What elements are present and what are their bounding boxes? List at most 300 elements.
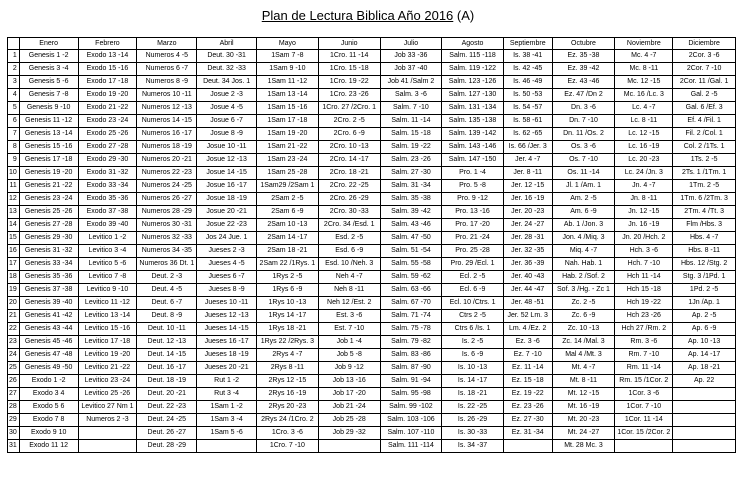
reading-cell: Hch 23 -26 <box>615 310 673 323</box>
reading-cell: 1Sam 9 -10 <box>256 63 318 76</box>
reading-cell <box>615 440 673 453</box>
reading-cell <box>78 440 137 453</box>
table-row <box>8 310 736 323</box>
reading-cell: Is. 66 /Jer. 3 <box>503 141 552 154</box>
reading-cell: Gal. 6 /Ef. 3 <box>673 102 736 115</box>
reading-cell: Josue 4 -5 <box>197 102 257 115</box>
reading-cell: Jer. 4 -7 <box>503 154 552 167</box>
day-number: 1 <box>8 50 20 63</box>
reading-cell: Deut. 18 -19 <box>137 375 197 388</box>
reading-cell: Salm. 23 -26 <box>380 154 442 167</box>
day-number: 24 <box>8 349 20 362</box>
reading-cell: Numeros 34 -35 <box>137 245 197 258</box>
reading-cell: Ctrs 6 /Is. 1 <box>442 323 504 336</box>
reading-cell: Deut. 22 -23 <box>137 401 197 414</box>
day-number: 4 <box>8 89 20 102</box>
reading-plan-table <box>7 37 736 453</box>
reading-cell: Salm. 111 -114 <box>380 440 442 453</box>
month-header: Agosto <box>442 38 504 50</box>
table-row <box>8 206 736 219</box>
reading-cell: Genesis 7 -8 <box>19 89 78 102</box>
day-number: 5 <box>8 102 20 115</box>
reading-cell: Levitico 17 -18 <box>78 336 137 349</box>
title-text: Plan de Lectura Biblica Año 2016 <box>261 8 454 23</box>
reading-cell: 2Rys 12 -15 <box>256 375 318 388</box>
table-row <box>8 180 736 193</box>
reading-cell: Ab. 1 /Jon. 3 <box>552 219 615 232</box>
reading-cell: Ap. 6 -9 <box>673 323 736 336</box>
reading-cell: Exodo 5 6 <box>19 401 78 414</box>
reading-cell: Pro. 21 -24 <box>442 232 504 245</box>
reading-cell: Is. 30 -33 <box>442 427 504 440</box>
reading-cell: 2Ts. 1 /1Tm. 1 <box>673 167 736 180</box>
reading-cell: 1Ts. 2 -5 <box>673 154 736 167</box>
reading-cell: Jer. 24 -27 <box>503 219 552 232</box>
reading-cell: Lc. 20 -23 <box>615 154 673 167</box>
reading-cell: 1Rys 18 -21 <box>256 323 318 336</box>
reading-cell: Ef. 4 /Fil. 1 <box>673 115 736 128</box>
reading-cell: Numeros 32 -33 <box>137 232 197 245</box>
reading-cell: Hab. 2 /Sof. 2 <box>552 271 615 284</box>
table-row <box>8 219 736 232</box>
reading-cell: Jer. 28 -31 <box>503 232 552 245</box>
reading-cell <box>503 440 552 453</box>
reading-cell: 2Cro. 22 -25 <box>318 180 380 193</box>
reading-cell: Jer. 44 -47 <box>503 284 552 297</box>
reading-cell: Mt. 28 Mc. 3 <box>552 440 615 453</box>
reading-cell: Jer. 8 -11 <box>503 167 552 180</box>
reading-cell: Salm. 31 -34 <box>380 180 442 193</box>
reading-cell: Ez. 15 -18 <box>503 375 552 388</box>
reading-cell: Is. 34 -37 <box>442 440 504 453</box>
reading-cell: 1Sam 25 -28 <box>256 167 318 180</box>
reading-cell: Josue 22 -23 <box>197 219 257 232</box>
reading-cell: Jn. 8 -11 <box>615 193 673 206</box>
reading-cell: Lc. 12 -15 <box>615 128 673 141</box>
reading-cell: Genesis 49 -50 <box>19 362 78 375</box>
reading-cell: 1Cro. 27 /2Cro. 1 <box>318 102 380 115</box>
reading-cell: Numeros 36 Dt. 1 <box>137 258 197 271</box>
reading-cell: Exodo 19 -20 <box>78 89 137 102</box>
reading-cell: Stg. 3 /1Pd. 1 <box>673 271 736 284</box>
reading-cell: 1Sam 17 -18 <box>256 115 318 128</box>
table-row <box>8 232 736 245</box>
month-header: Abril <box>197 38 257 50</box>
reading-cell: Is. 6 -9 <box>442 349 504 362</box>
reading-cell: Numeros 26 -27 <box>137 193 197 206</box>
reading-cell: Genesis 27 -28 <box>19 219 78 232</box>
reading-cell: Is. 54 -57 <box>503 102 552 115</box>
month-header: Octubre <box>552 38 615 50</box>
reading-cell: Exodo 29 -30 <box>78 154 137 167</box>
reading-cell: Genesis 19 -20 <box>19 167 78 180</box>
reading-cell: Lc. 16 -19 <box>615 141 673 154</box>
reading-cell: Salm. 63 -66 <box>380 284 442 297</box>
reading-cell: Jn. 12 -15 <box>615 206 673 219</box>
table-row <box>8 245 736 258</box>
reading-cell: 2Cro. 30 -33 <box>318 206 380 219</box>
reading-cell: 1Sam 3 -4 <box>197 414 257 427</box>
reading-cell: Levitico 7 -8 <box>78 271 137 284</box>
reading-cell: Lc. 8 -11 <box>615 115 673 128</box>
reading-cell: Genesis 31 -32 <box>19 245 78 258</box>
reading-cell: Est. 3 -6 <box>318 310 380 323</box>
reading-cell: Salm. 71 -74 <box>380 310 442 323</box>
reading-cell: Mc. 8 -11 <box>615 63 673 76</box>
reading-cell: Job 21 -24 <box>318 401 380 414</box>
table-row <box>8 258 736 271</box>
month-header: Julio <box>380 38 442 50</box>
reading-cell: Mc. 4 -7 <box>615 50 673 63</box>
reading-cell: Genesis 23 -24 <box>19 193 78 206</box>
reading-cell: Hbs. 8 -11 <box>673 245 736 258</box>
reading-cell: 2Rys 8 -11 <box>256 362 318 375</box>
reading-cell: Salm. 55 -58 <box>380 258 442 271</box>
reading-cell: Ez. 39 -42 <box>552 63 615 76</box>
reading-cell <box>673 414 736 427</box>
reading-cell: Jueses 6 -7 <box>197 271 257 284</box>
reading-cell: Est. 7 -10 <box>318 323 380 336</box>
reading-cell: Exodo 35 -36 <box>78 193 137 206</box>
reading-cell: Salm. 95 -98 <box>380 388 442 401</box>
reading-cell: Is. 38 -41 <box>503 50 552 63</box>
reading-cell: Salm. 83 -86 <box>380 349 442 362</box>
day-number: 14 <box>8 219 20 232</box>
reading-cell: Is. 10 -13 <box>442 362 504 375</box>
reading-cell: Genesis 5 -6 <box>19 76 78 89</box>
table-row <box>8 271 736 284</box>
reading-cell: Deut. 8 -9 <box>137 310 197 323</box>
reading-cell: Ez. 19 -22 <box>503 388 552 401</box>
reading-cell: Salm. 119 -122 <box>442 63 504 76</box>
reading-cell: Esd. 6 -9 <box>318 245 380 258</box>
reading-cell: Rm. 11 -14 <box>615 362 673 375</box>
reading-cell: Salm. 123 -126 <box>442 76 504 89</box>
reading-cell: Salm. 11 -14 <box>380 115 442 128</box>
reading-cell: Mt. 24 -27 <box>552 427 615 440</box>
reading-cell: 2Sam 22 /1Rys. 1 <box>256 258 318 271</box>
reading-cell: Hch. 3 -6 <box>615 245 673 258</box>
month-header: Febrero <box>78 38 137 50</box>
reading-cell: Job 33 -36 <box>380 50 442 63</box>
day-number: 2 <box>8 63 20 76</box>
reading-cell: 2Cro. 14 -17 <box>318 154 380 167</box>
reading-cell: Job 41 /Salm 2 <box>380 76 442 89</box>
reading-cell: 1Rys 2 -5 <box>256 271 318 284</box>
day-number: 21 <box>8 310 20 323</box>
reading-cell: Genesis 13 -14 <box>19 128 78 141</box>
reading-cell: Salm. 51 -54 <box>380 245 442 258</box>
reading-cell: Hbs. 4 -7 <box>673 232 736 245</box>
reading-cell: 1Tm. 2 -5 <box>673 180 736 193</box>
reading-cell: Jn. 20 /Hch. 2 <box>615 232 673 245</box>
reading-cell: 1Sam 23 -24 <box>256 154 318 167</box>
reading-cell: Jer. 20 -23 <box>503 206 552 219</box>
reading-cell: Genesis 29 -30 <box>19 232 78 245</box>
reading-cell: 1Sam 15 -16 <box>256 102 318 115</box>
reading-cell: Mt. 8 -11 <box>552 375 615 388</box>
reading-cell: Numeros 10 -11 <box>137 89 197 102</box>
reading-cell: Genesis 41 -42 <box>19 310 78 323</box>
reading-cell: Jer. 52 Lm. 3 <box>503 310 552 323</box>
day-number: 26 <box>8 375 20 388</box>
reading-cell: Numeros 24 -25 <box>137 180 197 193</box>
reading-cell: 2Sam 6 -9 <box>256 206 318 219</box>
table-row <box>8 102 736 115</box>
month-header: Enero <box>19 38 78 50</box>
reading-cell: Salm. 47 -50 <box>380 232 442 245</box>
table-row <box>8 427 736 440</box>
reading-cell: Genesis 3 -4 <box>19 63 78 76</box>
reading-cell: Exodo 15 -16 <box>78 63 137 76</box>
reading-cell: 2Cor. 7 -10 <box>673 63 736 76</box>
reading-cell: Salm. 59 -62 <box>380 271 442 284</box>
reading-cell: Pro. 25 -28 <box>442 245 504 258</box>
day-number: 6 <box>8 115 20 128</box>
reading-cell: Jer. 16 -19 <box>503 193 552 206</box>
day-number: 25 <box>8 362 20 375</box>
reading-cell: Job 5 -8 <box>318 349 380 362</box>
reading-cell: Ecl. 10 /Ctrs. 1 <box>442 297 504 310</box>
reading-cell: 2Sam 10 -13 <box>256 219 318 232</box>
reading-cell: Os. 3 -6 <box>552 141 615 154</box>
day-number: 13 <box>8 206 20 219</box>
reading-cell: Exodo 27 -28 <box>78 141 137 154</box>
reading-cell: 2Sam 14 -17 <box>256 232 318 245</box>
day-number: 10 <box>8 167 20 180</box>
reading-cell: Is. 58 -61 <box>503 115 552 128</box>
reading-cell: Miq. 4 -7 <box>552 245 615 258</box>
reading-cell: Sof. 3 /Hg. - Zc 1 <box>552 284 615 297</box>
reading-cell: 1Cro. 15 -18 <box>318 63 380 76</box>
reading-cell: Is. 26 -29 <box>442 414 504 427</box>
reading-cell: Josue 8 -9 <box>197 128 257 141</box>
reading-cell: Ctrs 2 -5 <box>442 310 504 323</box>
reading-cell: Josue 2 -3 <box>197 89 257 102</box>
reading-cell: Deut. 32 -33 <box>197 63 257 76</box>
reading-cell: Gal. 2 -5 <box>673 89 736 102</box>
reading-plan-body <box>8 50 736 453</box>
reading-cell: Deut. 4 -5 <box>137 284 197 297</box>
reading-cell: Neh 4 -7 <box>318 271 380 284</box>
reading-cell: Genesis 25 -26 <box>19 206 78 219</box>
reading-cell: Levitico 11 -12 <box>78 297 137 310</box>
day-number: 31 <box>8 440 20 453</box>
table-row <box>8 388 736 401</box>
reading-cell: Deut. 20 -21 <box>137 388 197 401</box>
reading-cell: Ap. 18 -21 <box>673 362 736 375</box>
reading-cell: Numeros 30 -31 <box>137 219 197 232</box>
day-number: 15 <box>8 232 20 245</box>
reading-cell: Deut. 14 -15 <box>137 349 197 362</box>
reading-cell: Salm. 99 -102 <box>380 401 442 414</box>
reading-cell: Col. 2 /1Ts. 1 <box>673 141 736 154</box>
reading-cell: Dn. 11 /Os. 2 <box>552 128 615 141</box>
reading-cell: Deut. 2 -3 <box>137 271 197 284</box>
reading-cell: Exodo 25 -26 <box>78 128 137 141</box>
reading-cell: Exodo 11 12 <box>19 440 78 453</box>
reading-cell: Salm. 79 -82 <box>380 336 442 349</box>
reading-cell: Hch. 7 -10 <box>615 258 673 271</box>
reading-cell: Deut. 24 -25 <box>137 414 197 427</box>
table-row <box>8 336 736 349</box>
table-row <box>8 401 736 414</box>
day-column-header <box>8 38 20 50</box>
reading-cell: Jl. 1 /Am. 1 <box>552 180 615 193</box>
reading-cell: Ez. 3 -6 <box>503 336 552 349</box>
month-header: Septiembre <box>503 38 552 50</box>
reading-cell: Zc. 10 -13 <box>552 323 615 336</box>
reading-cell: 1Sam 13 -14 <box>256 89 318 102</box>
reading-cell: Salm. 91 -94 <box>380 375 442 388</box>
reading-cell: Mt. 16 -19 <box>552 401 615 414</box>
reading-cell: 2Rys 20 -23 <box>256 401 318 414</box>
reading-cell: Hch 27 /Rm. 2 <box>615 323 673 336</box>
reading-cell: 1Cor. 15 /2Cor. 2 <box>615 427 673 440</box>
reading-cell: Exodo 3 4 <box>19 388 78 401</box>
reading-cell: 1Rys 6 -9 <box>256 284 318 297</box>
reading-cell: Exodo 37 -38 <box>78 206 137 219</box>
reading-cell <box>673 388 736 401</box>
reading-cell: Rm. 7 -10 <box>615 349 673 362</box>
reading-cell: Exodo 13 -14 <box>78 50 137 63</box>
reading-cell: Levitico 27 Nm 1 <box>78 401 137 414</box>
day-number: 17 <box>8 258 20 271</box>
reading-cell: Levitico 19 -20 <box>78 349 137 362</box>
day-number: 22 <box>8 323 20 336</box>
reading-cell: Is. 14 -17 <box>442 375 504 388</box>
reading-cell: Salm. 67 -70 <box>380 297 442 310</box>
reading-cell: Os. 11 -14 <box>552 167 615 180</box>
reading-cell: 1Rys 14 -17 <box>256 310 318 323</box>
reading-cell: Mt. 20 -23 <box>552 414 615 427</box>
reading-cell: Jueses 10 -11 <box>197 297 257 310</box>
reading-cell: Rm. 15 /1Cor. 2 <box>615 375 673 388</box>
reading-cell: Is. 2 -5 <box>442 336 504 349</box>
table-row <box>8 362 736 375</box>
table-row <box>8 167 736 180</box>
reading-cell: Salm. 7 -10 <box>380 102 442 115</box>
reading-cell: Ez. 35 -38 <box>552 50 615 63</box>
reading-cell: Levitico 13 -14 <box>78 310 137 323</box>
reading-cell: Rm. 3 -6 <box>615 336 673 349</box>
reading-cell: Jon. 4 /Miq. 3 <box>552 232 615 245</box>
reading-cell: Josue 18 -19 <box>197 193 257 206</box>
reading-cell: Zc. 6 -9 <box>552 310 615 323</box>
reading-cell: Ez. 31 -34 <box>503 427 552 440</box>
reading-cell: Salm. 143 -146 <box>442 141 504 154</box>
reading-cell: Is. 42 -45 <box>503 63 552 76</box>
reading-cell: Jer. 12 -15 <box>503 180 552 193</box>
reading-cell: Neh 12 /Est. 2 <box>318 297 380 310</box>
reading-cell: 2Cro. 18 -21 <box>318 167 380 180</box>
reading-cell: Mc. 12 -15 <box>615 76 673 89</box>
reading-cell: Josue 10 -11 <box>197 141 257 154</box>
reading-cell: Ez. 23 -26 <box>503 401 552 414</box>
month-header-row <box>8 38 736 50</box>
reading-cell: Deut. 16 -17 <box>137 362 197 375</box>
day-number: 20 <box>8 297 20 310</box>
reading-cell <box>673 401 736 414</box>
table-row <box>8 115 736 128</box>
reading-cell: Genesis 47 -48 <box>19 349 78 362</box>
reading-cell: Ap. 2 -5 <box>673 310 736 323</box>
reading-cell: 1Cro. 23 -26 <box>318 89 380 102</box>
reading-cell: Esd. 10 /Neh. 3 <box>318 258 380 271</box>
reading-cell: Numeros 28 -29 <box>137 206 197 219</box>
day-number: 11 <box>8 180 20 193</box>
reading-cell: Salm. 103 -106 <box>380 414 442 427</box>
day-number: 23 <box>8 336 20 349</box>
reading-cell: 2Cor. 3 -6 <box>673 50 736 63</box>
reading-cell: Levitico 1 -2 <box>78 232 137 245</box>
day-number: 9 <box>8 154 20 167</box>
reading-cell: 1Sam 21 -22 <box>256 141 318 154</box>
reading-cell: Deut. 34 Jos. 1 <box>197 76 257 89</box>
reading-cell: Levitico 15 -16 <box>78 323 137 336</box>
reading-cell: Deut. 6 -7 <box>137 297 197 310</box>
reading-cell: Mt. 12 -15 <box>552 388 615 401</box>
day-number: 27 <box>8 388 20 401</box>
reading-cell: Nah. Hab. 1 <box>552 258 615 271</box>
reading-cell <box>78 427 137 440</box>
reading-cell: Salm. 75 -78 <box>380 323 442 336</box>
reading-cell: Numeros 20 -21 <box>137 154 197 167</box>
reading-cell: Josue 12 -13 <box>197 154 257 167</box>
reading-cell: Salm. 87 -90 <box>380 362 442 375</box>
reading-cell: Jueses 12 -13 <box>197 310 257 323</box>
reading-cell: Salm. 35 -38 <box>380 193 442 206</box>
reading-cell: Exodo 1 -2 <box>19 375 78 388</box>
reading-cell: Salm. 39 -42 <box>380 206 442 219</box>
reading-cell: Neh 8 -11 <box>318 284 380 297</box>
month-header: Diciembre <box>673 38 736 50</box>
reading-cell: Rut 3 -4 <box>197 388 257 401</box>
day-number: 28 <box>8 401 20 414</box>
reading-cell: Salm. 107 -110 <box>380 427 442 440</box>
reading-cell: Numeros 22 -23 <box>137 167 197 180</box>
reading-cell: Pro. 1 -4 <box>442 167 504 180</box>
reading-cell: Ap. 14 -17 <box>673 349 736 362</box>
reading-cell: Salm. 27 -30 <box>380 167 442 180</box>
reading-cell: Pro. 13 -16 <box>442 206 504 219</box>
reading-cell: Lm. 4 /Ez. 2 <box>503 323 552 336</box>
reading-cell: Deut. 28 -29 <box>137 440 197 453</box>
reading-cell: Salm. 3 -6 <box>380 89 442 102</box>
reading-cell: Job 1 -4 <box>318 336 380 349</box>
reading-cell: Jueses 16 -17 <box>197 336 257 349</box>
reading-cell: Exodo 7 8 <box>19 414 78 427</box>
table-row <box>8 50 736 63</box>
reading-cell: Numeros 14 -15 <box>137 115 197 128</box>
reading-cell: Hch 19 -22 <box>615 297 673 310</box>
reading-cell: Dn. 7 -10 <box>552 115 615 128</box>
day-number: 7 <box>8 128 20 141</box>
reading-cell: Jn. 4 -7 <box>615 180 673 193</box>
month-header: Junio <box>318 38 380 50</box>
reading-cell: Salm. 43 -46 <box>380 219 442 232</box>
reading-cell: Pro. 29 /Ecl. 1 <box>442 258 504 271</box>
reading-cell: Salm. 139 -142 <box>442 128 504 141</box>
reading-cell: Levitico 9 -10 <box>78 284 137 297</box>
reading-cell: Genesis 35 -36 <box>19 271 78 284</box>
reading-cell: 1Sam 7 -8 <box>256 50 318 63</box>
reading-cell: Levitico 25 -26 <box>78 388 137 401</box>
reading-cell: Numeros 4 -5 <box>137 50 197 63</box>
reading-cell: 1Sam 5 -6 <box>197 427 257 440</box>
reading-cell: Genesis 1 -2 <box>19 50 78 63</box>
title-suffix: (A) <box>456 8 475 23</box>
